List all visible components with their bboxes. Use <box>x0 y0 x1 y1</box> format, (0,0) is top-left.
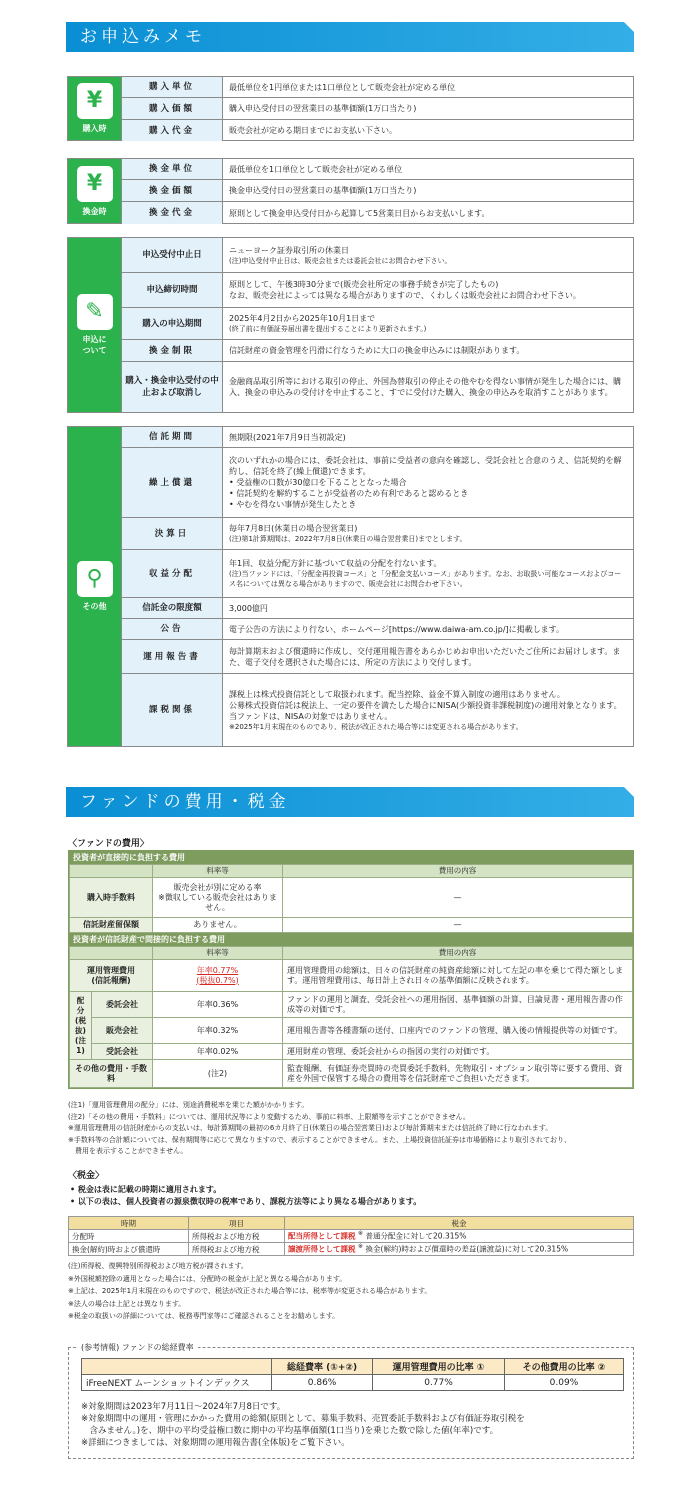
ref-h-3: その他費用の比率 ② <box>504 1359 623 1375</box>
yen-bag-icon: ¥ <box>77 83 113 119</box>
tax-rows-1-t: 換金(解約)時および償還時 <box>69 1243 189 1256</box>
tax-rows-0-v: 普通分配金に対して20.315% <box>365 1231 467 1241</box>
tax-h-0: 時期 <box>69 1217 189 1230</box>
tax-rows-0-k: 所得税および地方税 <box>189 1230 285 1243</box>
fee-other-rate: (注2) <box>153 1060 283 1088</box>
ref-h-2: 運用管理費用の比率 ① <box>373 1359 505 1375</box>
purchase-rows-1-label: 購入価額 <box>122 98 223 119</box>
tax-rows-0-tag: 配当所得として課税 <box>288 1231 356 1241</box>
other-rows-2-note: (注)第1計算期間は、2022年7月8日(休業日の場合翌営業日)までとします。 <box>229 535 467 543</box>
fee-buy-label: 購入時手数料 <box>70 878 153 918</box>
banner2: ファンドの費用・税金 <box>80 792 290 812</box>
tax-rows-1-v: 換金(解約)時および償還時の差益(譲渡益)に対して20.315% <box>365 1244 569 1254</box>
other-side <box>68 427 122 746</box>
fee-indirect: 投資者が信託財産で間接的に負担する費用 <box>73 935 225 944</box>
other-rows-0-label: 信託期間 <box>122 427 223 447</box>
redeem-side <box>68 159 122 223</box>
fee-alloc-2-rate: 年率0.02% <box>153 1044 283 1060</box>
other-rows-7-note: ※2025年1月末現在のものであり、税法が改正された場合等には変更される場合があります。 <box>229 722 523 731</box>
fee-alloc-2-label: 受託会社 <box>92 1044 153 1060</box>
tax-rows-1-k: 所得税および地方税 <box>189 1243 285 1256</box>
table-row <box>122 202 633 224</box>
tax_notes-3: ※法人の場合は上記とは異なります。 <box>68 1299 186 1308</box>
redeem-rows-2-label: 換金代金 <box>122 202 223 224</box>
table-row <box>122 619 633 640</box>
table-row <box>122 308 633 340</box>
ref-n4: ※詳細につきましては、対象期間の運用報告書(全体版)をご覧下さい。 <box>81 1438 350 1448</box>
table-row <box>122 180 633 202</box>
apply-side <box>68 238 122 412</box>
table-row <box>122 640 633 674</box>
other-rows-1-b2: • 信託契約を解約することが受益者のため有利であると認めるとき <box>229 489 469 498</box>
fee_notes-3: ※手数料等の合計額については、保有期間等に応じて異なりますので、表示することができません。また、上場投資信託証券は市場価格により取引されており、 <box>68 1135 572 1144</box>
tax_notes-1: ※外国税額控除の適用となった場合には、分配時の税金が上記と異なる場合があります。 <box>68 1274 347 1283</box>
fee-direct: 投資者が直接的に負担する費用 <box>73 853 185 862</box>
purchase-rows-0-value: 最低単位を1円単位または1口単位として販売会社が定める単位 <box>229 82 456 92</box>
fee-mgmt-label: 運用管理費用 (信託報酬) <box>70 960 153 992</box>
redeem-rows-0-value: 最低単位を1口単位として販売会社が定める単位 <box>229 164 403 174</box>
fee-alloc-0-rate: 年率0.36% <box>153 992 283 1018</box>
fee-mgmt-rate2: (税抜0.7%) <box>196 975 239 985</box>
expense-ratio-table <box>81 1358 624 1391</box>
fee_notes-4: 費用を表示することができません。 <box>68 1147 188 1155</box>
banner-fees-taxes <box>66 787 634 817</box>
table-row <box>122 77 633 98</box>
table-row <box>122 362 633 412</box>
fee-alloc-1-content: 運用報告書等各種書類の送付、口座内でのファンドの管理、購入後の情報提供等の対価です。 <box>283 1018 633 1044</box>
fee-notes <box>68 1100 638 1158</box>
reference-box <box>68 1343 634 1459</box>
purchase-section <box>67 76 634 141</box>
tax-heading: 〈税金〉 <box>68 1171 105 1181</box>
purchase-rows-0-label: 購入単位 <box>122 77 223 97</box>
purchase-rows-2-value: 販売会社が定める期日までにお支払い下さい。 <box>229 126 397 135</box>
fee-h_rate: 料率等 <box>153 947 283 960</box>
fee-alloc-1-label: 販売会社 <box>92 1018 153 1044</box>
apply-section <box>67 237 634 413</box>
paperclip-icon: ⚲ <box>77 561 113 597</box>
cash-out-icon: ¥ <box>77 166 113 202</box>
ref-n1: ※対象期間は2023年7月11日～2024年7月8日です。 <box>81 1402 286 1412</box>
apply-rows-3-value: 信託財産の資金管理を円滑に行なうために大口の換金申込みには制限があります。 <box>229 346 525 355</box>
other-rows-1-label: 繰上償還 <box>122 448 223 517</box>
apply-rows-0-note: (注)申込受付中止日は、販売会社または委託会社にお問合わせ下さい。 <box>229 256 452 265</box>
fee_notes-0: (注1)「運用管理費用の配分」には、別途消費税率を乗じた額がかかります。 <box>68 1101 309 1109</box>
redeem-section <box>67 158 634 224</box>
tax-rows-0-t: 分配時 <box>69 1230 189 1243</box>
fee-split: 配分 (税抜) (注1) <box>70 992 92 1060</box>
tax_notes-4: ※税金の取扱いの詳細については、税務専門家等にご確認されることをお勧めします。 <box>68 1312 340 1320</box>
fee-reserve-rate: ありません。 <box>153 918 283 933</box>
other-rows-1-b3: • やむを得ない事情が発生したとき <box>229 500 357 509</box>
apply-rows-1-value2: なお、販売会社によっては異なる場合がありますので、くわしくは販売会社にお問合わせ下さい。 <box>229 291 581 300</box>
purchase-rows-1-value: 購入申込受付日の翌営業日の基準価額(1万口当たり) <box>229 104 417 113</box>
fee-reserve-label: 信託財産留保額 <box>70 918 153 933</box>
tax-rows-0-sup: ※ <box>357 1230 364 1238</box>
redeem-side: 換金時 <box>82 206 107 216</box>
tax-h-2: 税金 <box>285 1217 634 1230</box>
other-rows-3-note: (注)当ファンドには、「分配金再投資コース」と「分配金支払いコース」があります。なお、お取扱い可能なコースおよびコース名については異なる場合がありますので、販売会社にお問合わせ下さい。 <box>229 570 622 588</box>
fee-alloc-1-rate: 年率0.32% <box>153 1018 283 1044</box>
other-rows-7-value3: 当ファンドは、NISAの対象ではありません。 <box>229 711 393 721</box>
other-rows-4-value: 3,000億円 <box>229 603 268 613</box>
fee-reserve-content: — <box>283 918 633 933</box>
other-rows-0-value: 無期限(2021年7月9日当初設定) <box>229 432 346 442</box>
table-row <box>122 340 633 362</box>
fee-alloc-2-content: 運用財産の管理、委託会社からの指図の実行の対価です。 <box>283 1044 633 1060</box>
ref-h-0 <box>82 1359 272 1375</box>
other-rows-5-label: 公告 <box>122 619 223 639</box>
ref-row-2: 0.77% <box>373 1375 505 1391</box>
apply-rows-1-value: 原則として、午後3時30分まで(販売会社所定の事務手続きが完了したもの) <box>229 280 499 289</box>
fee-buy-content: — <box>283 878 633 918</box>
apply-rows-4-label: 購入・換金申込受付の中止および取消し <box>122 362 223 412</box>
table-row <box>122 448 633 518</box>
tax-table <box>68 1216 634 1256</box>
fee-h_rate: 料率等 <box>153 865 283 878</box>
ref-n3: 含みません。)を、期中の平均受益権口数に期中の平均基準価額(1口当り)を乗じた数で除した値(年率)です。 <box>81 1426 499 1436</box>
other-rows-7-value2: 公募株式投資信託は税法上、一定の要件を満たした場合にNISA(少額投資非課税制度)の適用対象となります。 <box>229 700 622 710</box>
redeem-rows-1-label: 換金価額 <box>122 180 223 201</box>
other-rows-2-value: 毎年7月8日(休業日の場合翌営業日) <box>229 524 358 533</box>
other-rows-7-value: 課税上は株式投資信託として取扱われます。配当控除、益金不算入制度の適用はありません。 <box>229 689 565 699</box>
other-rows-3-label: 収益分配 <box>122 550 223 597</box>
table-row <box>122 598 633 619</box>
redeem-rows-0-label: 換金単位 <box>122 159 223 179</box>
banner1: お申込みメモ <box>80 27 206 47</box>
ref-row-1: 0.86% <box>272 1375 373 1391</box>
apply-rows-4-value: 金融商品取引所等における取引の停止、外国為替取引の停止その他やむを得ない事情が発生した場合には、購入、換金の申込みの受付けを中止すること、すでに受付けた購入、換金の申込みを取消すことがあります。 <box>229 377 621 397</box>
tax_notes-2: ※上記は、2025年1月末現在のものですので、税法が改正された場合等には、税率等が変更される場合があります。 <box>68 1287 432 1295</box>
fee-other-label: その他の費用・手数料 <box>70 1060 153 1088</box>
apply-rows-0-value: ニューヨーク証券取引所の休業日 <box>229 245 349 255</box>
fee_notes-1: (注2)「その他の費用・手数料」については、運用状況等により変動するため、事前に料率、上限額等を示すことができません。 <box>68 1112 470 1121</box>
tax-rows-1-sup: ※ <box>357 1243 364 1251</box>
apply-rows-2-note: (終了前に有価証券届出書を提出することにより更新されます。) <box>229 325 427 333</box>
table-row <box>122 120 633 141</box>
ref-title: (参考情報) ファンドの総経費率 <box>77 1342 198 1353</box>
other-rows-4-label: 信託金の限度額 <box>122 598 223 618</box>
tax-b1: • 税金は表に記載の時期に適用されます。 <box>70 1185 222 1194</box>
apply-rows-3-label: 換金制限 <box>122 340 223 361</box>
tax-b2: • 以下の表は、個人投資者の源泉徴収時の税率であり、課税方法等により異なる場合があります。 <box>70 1197 422 1206</box>
tax-h-1: 項目 <box>189 1217 285 1230</box>
other-rows-5-value: 電子公告の方法により行ない、ホームページ[https://www.daiwa-am.co.jp/]に掲載します。 <box>229 624 565 634</box>
table-row <box>122 518 633 550</box>
table-row <box>122 238 633 273</box>
fee-other-content: 監査報酬、有価証券売買時の売買委託手数料、先物取引・オプション取引等に要する費用、資産を外国で保管する場合の費用等を信託財産でご負担いただきます。 <box>283 1060 633 1088</box>
apply-rows-1-label: 申込締切時間 <box>122 273 223 307</box>
ref-h-1: 総経費率 (①+②) <box>272 1359 373 1375</box>
table-row <box>122 159 633 180</box>
reference-notes <box>81 1401 626 1449</box>
redeem-rows-2-value: 原則として換金申込受付日から起算して5営業日目からお支払いします。 <box>229 208 490 218</box>
fee-alloc-0-label: 委託会社 <box>92 992 153 1018</box>
other-rows-1-value: 次のいずれかの場合には、委託会社は、事前に受益者の意向を確認し、受託会社と合意のうえ、信託契約を解約し、信託を終了(繰上償還)できます。 <box>229 456 622 476</box>
table-row <box>122 98 633 120</box>
pen-icon: ✎ <box>77 294 113 330</box>
purchase-side: 購入時 <box>82 124 107 133</box>
other-rows-6-label: 運用報告書 <box>122 640 223 673</box>
fee-h_content: 費用の内容 <box>283 947 633 960</box>
fee-mgmt-content: 運用管理費用の総額は、日々の信託財産の純資産総額に対して左記の率を乗じて得た額とします。運用管理費用は、毎日計上され日々の基準価額に反映されます。 <box>283 960 633 992</box>
fee-table <box>68 850 634 1089</box>
apply-side1: 申込に <box>82 335 107 344</box>
fee-alloc-0-content: ファンドの運用と調査、受託会社への運用指図、基準価額の計算、目論見書・運用報告書の作成等の対価です。 <box>283 992 633 1018</box>
tax-rows-1-tag: 譲渡所得として課税 <box>288 1244 356 1254</box>
banner-application-memo <box>66 22 634 52</box>
tax-bullets <box>70 1184 630 1208</box>
tax_notes-0: (注)所得税、復興特別所得税および地方税が課されます。 <box>68 1262 248 1270</box>
fee-mgmt-rate1: 年率0.77% <box>196 965 239 975</box>
fee-h_content: 費用の内容 <box>283 865 633 878</box>
apply-rows-0-label: 申込受付中止日 <box>122 238 223 272</box>
other-rows-7-label: 課税関係 <box>122 674 223 746</box>
apply-rows-2-label: 購入の申込期間 <box>122 308 223 339</box>
table-row <box>122 427 633 448</box>
fee-heading: 〈ファンドの費用〉 <box>68 839 149 849</box>
other-rows-2-label: 決算日 <box>122 518 223 549</box>
fee_notes-2: ※運用管理費用の信託財産からの支払いは、毎計算期間の最初の6カ月終了日(休業日の場合翌営業日)および毎計算期末または信託終了時に行なわれます。 <box>68 1124 553 1132</box>
table-row <box>122 273 633 308</box>
other-side: その他 <box>82 602 107 611</box>
other-section <box>67 426 634 747</box>
ref-row-3: 0.09% <box>504 1375 623 1391</box>
tax-notes <box>68 1260 638 1323</box>
other-rows-1-b1: • 受益権の口数が30億口を下ることとなった場合 <box>229 478 407 487</box>
apply-rows-2-value: 2025年4月2日から2025年10月1日まで <box>229 314 376 323</box>
purchase-rows-2-label: 購入代金 <box>122 120 223 141</box>
other-rows-6-value: 毎計算期末および償還時に作成し、交付運用報告書をあらかじめお申出いただいたご住所にお届けします。また、電子交付を選択された場合には、所定の方法により交付します。 <box>229 646 621 667</box>
ref-row-0: iFreeNEXT ムーンショットインデックス <box>82 1375 272 1391</box>
other-rows-3-value: 年1回、収益分配方針に基づいて収益の分配を行ないます。 <box>229 559 442 568</box>
apply-side2: ついて <box>82 346 107 355</box>
table-row <box>122 550 633 598</box>
redeem-rows-1-value: 換金申込受付日の翌営業日の基準価額(1万口当たり) <box>229 186 417 195</box>
ref-n2: ※対象期間中の運用・管理にかかった費用の総額(原則として、募集手数料、売買委託手数料および有価証券取引税を <box>81 1414 525 1424</box>
table-row <box>122 674 633 746</box>
fee-buy-rate: 販売会社が別に定める率 ※徴収している販売会社はありません。 <box>153 878 283 918</box>
purchase-side <box>68 77 122 140</box>
